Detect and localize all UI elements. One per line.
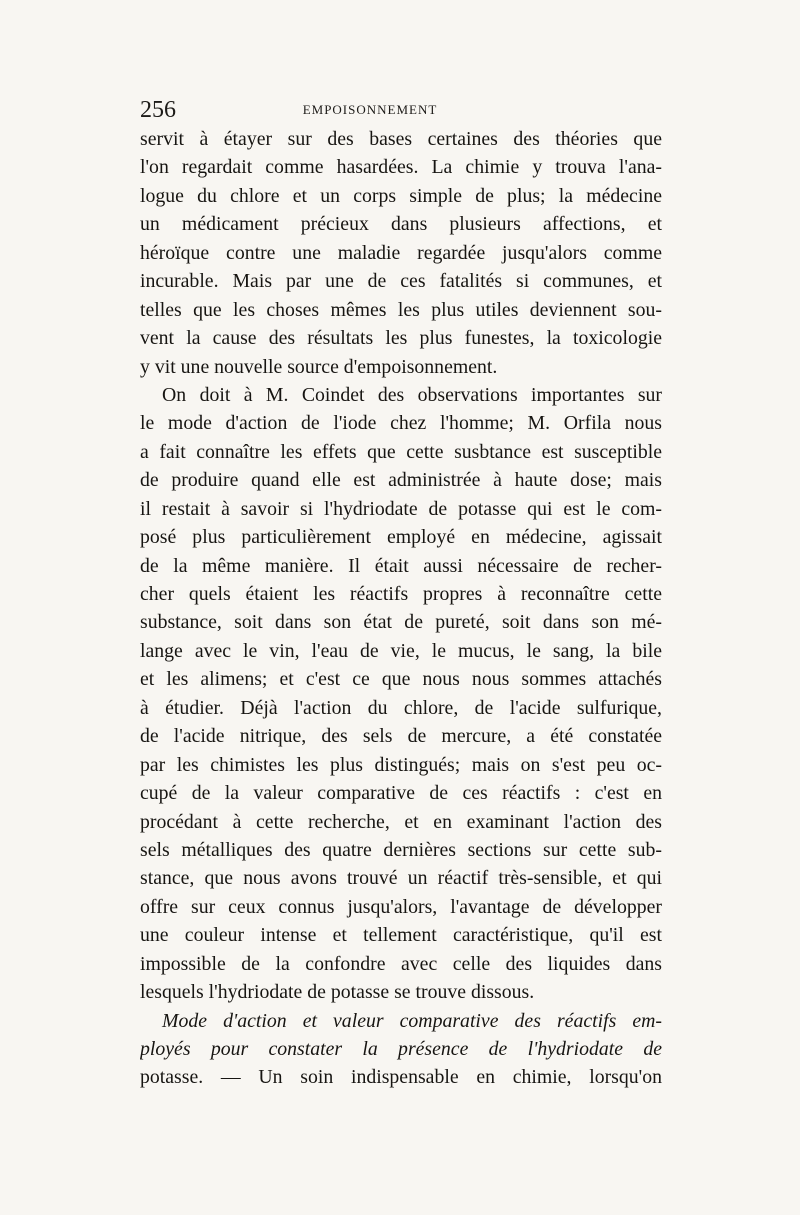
- section-heading-line: Mode d'action et valeur comparative des réactifs em-: [162, 1009, 662, 1032]
- text-line: cupé de la valeur comparative de ces réactifs : c'est en: [140, 782, 662, 805]
- text-line: et les alimens; et c'est ce que nous nous sommes attachés: [140, 668, 662, 691]
- text-line: incurable. Mais par une de ces fatalités si communes, et: [140, 270, 662, 293]
- text-line: héroïque contre une maladie regardée jusqu'alors comme: [140, 241, 662, 264]
- text-line: de produire quand elle est administrée à haute dose; mais: [140, 469, 662, 492]
- text-line: il restait à savoir si l'hydriodate de potasse qui est le com-: [140, 497, 662, 520]
- text-line-paragraph-end: y vit une nouvelle source d'empoisonnement.: [140, 355, 498, 378]
- text-line: posé plus particulièrement employé en médecine, agissait: [140, 526, 662, 549]
- text-line: telles que les choses mêmes les plus utiles deviennent sou-: [140, 298, 662, 321]
- text-line: sels métalliques des quatre dernières sections sur cette sub-: [140, 838, 662, 861]
- text-line: substance, soit dans son état de pureté, soit dans son mé-: [140, 611, 662, 634]
- text-line: a fait connaître les effets que cette susbtance est susceptible: [140, 440, 662, 463]
- section-heading-line: ployés pour constater la présence de l'hydriodate de: [140, 1038, 662, 1060]
- text-line: vent la cause des résultats les plus funestes, la toxicologie: [140, 327, 662, 350]
- text-line: par les chimistes les plus distingués; mais on s'est peu oc-: [140, 753, 662, 776]
- text-line: stance, que nous avons trouvé un réactif très-sensible, et qui: [140, 867, 662, 890]
- text-line: lange avec le vin, l'eau de vie, le mucus, le sang, la bile: [140, 639, 662, 662]
- text-line: de la même manière. Il était aussi nécessaire de recher-: [140, 554, 662, 577]
- text-line: à étudier. Déjà l'action du chlore, de l'acide sulfurique,: [140, 696, 662, 719]
- page-header: [140, 97, 662, 123]
- text-line: offre sur ceux connus jusqu'alors, l'avantage de développer: [140, 895, 662, 918]
- text-line: logue du chlore et un corps simple de plus; la médecine: [140, 184, 662, 207]
- text-line: servit à étayer sur des bases certaines des théories que: [140, 128, 662, 150]
- page-number: 256: [140, 97, 176, 123]
- text-line: l'on regardait comme hasardées. La chimie y trouva l'ana-: [140, 156, 662, 179]
- text-line: potasse. — Un soin indispensable en chimie, lorsqu'on: [140, 1066, 662, 1089]
- text-line-paragraph-end: lesquels l'hydriodate de potasse se trouve dissous.: [140, 981, 535, 1004]
- text-line-paragraph-start: On doit à M. Coindet des observations importantes sur: [162, 383, 662, 406]
- running-head: EMPOISONNEMENT: [302, 102, 438, 117]
- text-line: impossible de la confondre avec celle des liquides dans: [140, 952, 662, 975]
- text-line: procédant à cette recherche, et en examinant l'action des: [140, 810, 662, 833]
- text-line: de l'acide nitrique, des sels de mercure, a été constatée: [140, 725, 662, 748]
- text-line: cher quels étaient les réactifs propres à reconnaître cette: [140, 583, 662, 605]
- text-line: le mode d'action de l'iode chez l'homme; M. Orfila nous: [140, 412, 662, 435]
- text-line: un médicament précieux dans plusieurs affections, et: [140, 213, 662, 236]
- body-text: [140, 125, 662, 1092]
- text-line: une couleur intense et tellement caractéristique, qu'il est: [140, 924, 662, 947]
